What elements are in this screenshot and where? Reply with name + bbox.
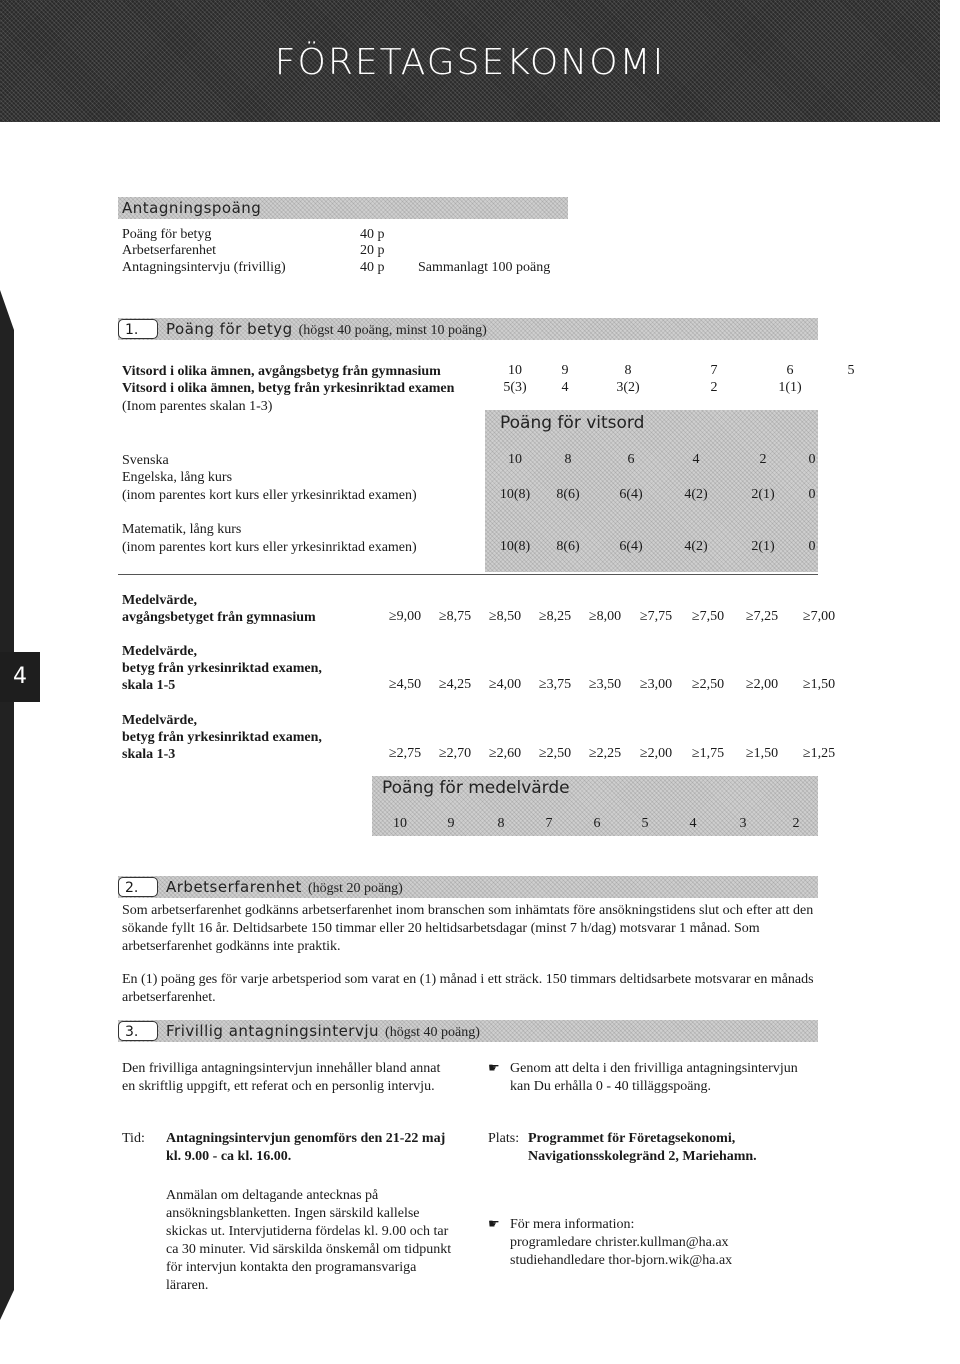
- points-value: 0: [808, 539, 816, 554]
- avg-value: ≥1,25: [802, 746, 836, 761]
- admission-label-1: Poäng för betyg: [122, 227, 212, 242]
- avg-value: ≥3,50: [588, 677, 622, 692]
- points-value: 4(2): [684, 487, 708, 502]
- sidebar-edge: [0, 290, 22, 1320]
- subject-engelska: Engelska, lång kurs: [122, 470, 233, 485]
- subject-matematik: Matematik, lång kurs: [122, 522, 242, 537]
- avg-value: ≥2,50: [538, 746, 572, 761]
- avg-value: ≥4,25: [438, 677, 472, 692]
- grade-value: 5(3): [503, 380, 527, 395]
- avg-points-value: 3: [739, 816, 747, 831]
- divider: [118, 574, 818, 575]
- points-value: 10(8): [499, 539, 531, 554]
- admission-heading-bar: [118, 197, 568, 219]
- points-value: 4: [692, 452, 700, 467]
- section3-number: 3.: [118, 1021, 158, 1041]
- points-value: 10(8): [499, 487, 531, 502]
- avg-value: ≥2,70: [438, 746, 472, 761]
- admission-heading: Antagningspoäng: [122, 199, 262, 217]
- section3-title: Frivillig antagningsintervju: [166, 1022, 380, 1040]
- grade-row-1-values: [490, 363, 884, 379]
- subject-svenska: Svenska: [122, 453, 169, 468]
- section3-bar: [118, 1020, 818, 1042]
- avg-value: ≥2,50: [691, 677, 725, 692]
- points-value: 0: [808, 452, 816, 467]
- points-value: 6(4): [619, 487, 643, 502]
- info-heading: För mera information:: [510, 1217, 635, 1232]
- grade-value: 10: [508, 363, 522, 378]
- avg2-line2: betyg från yrkesinriktad examen,: [122, 661, 322, 676]
- avg3-line1: Medelvärde,: [122, 713, 198, 728]
- points-value: 8(6): [556, 487, 580, 502]
- points-heading: Poäng för vitsord: [500, 413, 645, 433]
- points-value: 2(1): [751, 487, 775, 502]
- avg-value: ≥9,00: [388, 609, 422, 624]
- avg-points-heading: Poäng för medelvärde: [382, 778, 570, 798]
- avg2-line3: skala 1-5: [122, 678, 176, 693]
- points-value: 6(4): [619, 539, 643, 554]
- points-value: 10: [508, 452, 522, 467]
- grade-value: 5: [847, 363, 855, 378]
- admission-label-3: Antagningsintervju (frivillig): [122, 260, 286, 275]
- avg3-line3: skala 1-3: [122, 747, 176, 762]
- admission-value-1: 40 p: [360, 227, 385, 242]
- matematik-points: [490, 539, 824, 555]
- section2-para2: En (1) poäng ges för varje arbetsperiod som varat en (1) månad i ett sträck. 150 timmars deltidsarbete motsvarar en månads arbetserfarenhet.: [122, 972, 814, 1005]
- avg-value: ≥3,00: [639, 677, 673, 692]
- avg3-line2: betyg från yrkesinriktad examen,: [122, 730, 322, 745]
- registration-text: Anmälan om deltagande antecknas på ansökningsblanketten. Ingen särskild kallelse skickas ut. Intervjutiderna fördelas kl. 9.00 och tar ca 30 minuter. Vid särskilda önskemål om tidpunkt för intervjun kontakta den programansvariga läraren.: [166, 1188, 452, 1293]
- avg-value: ≥7,25: [745, 609, 779, 624]
- avg-value: ≥1,50: [745, 746, 779, 761]
- admission-value-2: 20 p: [360, 243, 385, 258]
- points-value: 4(2): [684, 539, 708, 554]
- avg-value: ≥8,25: [538, 609, 572, 624]
- section3-intro: Den frivilliga antagningsintervjun innehåller bland annat en skriftlig uppgift, ett referat och en personlig intervju.: [122, 1061, 441, 1094]
- avg-points-value: 2: [792, 816, 800, 831]
- scale-note: (Inom parentes skalan 1-3): [122, 399, 273, 414]
- subject-engelska-sub: (inom parentes kort kurs eller yrkesinriktad examen): [122, 488, 417, 503]
- admission-value-3: 40 p: [360, 260, 385, 275]
- section2-note: (högst 20 poäng): [307, 881, 403, 896]
- grade-value: 7: [710, 363, 718, 378]
- grade-value: 3(2): [616, 380, 640, 395]
- avg-value: ≥8,50: [488, 609, 522, 624]
- avg-value: ≥2,25: [588, 746, 622, 761]
- grade-row-2-label: Vitsord i olika ämnen, betyg från yrkesinriktad examen: [122, 381, 455, 396]
- points-value: 8: [564, 452, 572, 467]
- avg-points-values: [375, 816, 823, 832]
- points-value: 8(6): [556, 539, 580, 554]
- grade-value: 2: [710, 380, 718, 395]
- avg-value: ≥7,75: [639, 609, 673, 624]
- points-value: 2(1): [751, 539, 775, 554]
- points-value: 0: [808, 487, 816, 502]
- grade-value: 6: [786, 363, 794, 378]
- grade-value: 9: [561, 363, 569, 378]
- place-label: Plats:: [488, 1131, 520, 1146]
- points-value: 2: [759, 452, 767, 467]
- place-value: Programmet för Företagsekonomi, Navigationsskolegränd 2, Mariehamn.: [528, 1131, 757, 1164]
- section2-title: Arbetserfarenhet: [166, 878, 302, 896]
- avg2-values: [380, 677, 848, 693]
- avg1-line1: Medelvärde,: [122, 593, 198, 608]
- points-value: 6: [627, 452, 635, 467]
- time-value: Antagningsintervjun genomförs den 21-22 maj kl. 9.00 - ca kl. 16.00.: [166, 1131, 446, 1164]
- avg-value: ≥1,75: [691, 746, 725, 761]
- subject-matematik-sub: (inom parentes kort kurs eller yrkesinriktad examen): [122, 540, 417, 555]
- section1-title: Poäng för betyg: [166, 320, 293, 338]
- section2-para1: Som arbetserfarenhet godkänns arbetserfarenhet inom branschen som inhämtats före ansökningstidens slut och efter att den sökande fyllt 16 år. Deltidsarbete 150 timmar eller 20 heltidsarbetsdagar (minst 7 h/dag) motsvarar 1 månad. Som arbetserfarenhet godkänns inte praktik.: [122, 903, 814, 954]
- engelska-points: [490, 487, 824, 503]
- avg-value: ≥2,60: [488, 746, 522, 761]
- avg-points-value: 7: [545, 816, 553, 831]
- avg-points-value: 10: [393, 816, 407, 831]
- avg-value: ≥1,50: [802, 677, 836, 692]
- admission-label-2: Arbetserfarenhet: [122, 243, 217, 258]
- avg1-values: [380, 609, 848, 625]
- avg-points-value: 8: [497, 816, 505, 831]
- avg-value: ≥3,75: [538, 677, 572, 692]
- grade-value: 8: [624, 363, 632, 378]
- avg-value: ≥8,75: [438, 609, 472, 624]
- grade-value: 1(1): [778, 380, 802, 395]
- sidebar-wedge: [0, 290, 22, 1320]
- avg-points-value: 5: [641, 816, 649, 831]
- section2-bar: [118, 876, 818, 898]
- section3-note: (högst 40 poäng): [385, 1025, 480, 1040]
- contact-studiehandledare[interactable]: studiehandledare thor-bjorn.wik@ha.ax: [510, 1253, 733, 1268]
- avg-value: ≥4,50: [388, 677, 422, 692]
- section1-number: 1.: [118, 319, 158, 339]
- avg2-line1: Medelvärde,: [122, 644, 198, 659]
- avg-value: ≥2,00: [639, 746, 673, 761]
- grade-value: 4: [561, 380, 569, 395]
- avg-points-value: 6: [593, 816, 601, 831]
- avg-value: ≥2,00: [745, 677, 779, 692]
- section2-number: 2.: [118, 877, 158, 897]
- avg3-values: [380, 746, 848, 762]
- admission-total: Sammanlagt 100 poäng: [418, 260, 551, 275]
- hand-pointer-icon: ☛: [488, 1216, 500, 1231]
- section1-note: (högst 40 poäng, minst 10 poäng): [298, 323, 487, 338]
- avg-value: ≥4,00: [488, 677, 522, 692]
- hand-pointer-icon: ☛: [488, 1060, 500, 1075]
- chapter-tab: 4: [0, 652, 40, 702]
- section1-bar: [118, 318, 818, 340]
- svenska-points: [490, 452, 824, 468]
- contact-programledare[interactable]: programledare christer.kullman@ha.ax: [510, 1235, 729, 1250]
- avg-points-value: 9: [447, 816, 455, 831]
- avg-value: ≥8,00: [588, 609, 622, 624]
- page-title: FÖRETAGSEKONOMI: [274, 42, 666, 83]
- avg-points-value: 4: [689, 816, 697, 831]
- avg-value: ≥7,00: [802, 609, 836, 624]
- grade-row-2-values: [490, 380, 818, 396]
- avg-value: ≥7,50: [691, 609, 725, 624]
- grade-row-1-label: Vitsord i olika ämnen, avgångsbetyg från gymnasium: [122, 364, 441, 379]
- time-label: Tid:: [122, 1131, 145, 1146]
- avg-value: ≥2,75: [388, 746, 422, 761]
- avg1-line2: avgångsbetyget från gymnasium: [122, 610, 316, 625]
- section3-bonus: Genom att delta i den frivilliga antagningsintervjun kan Du erhålla 0 - 40 tilläggspoäng.: [510, 1061, 798, 1094]
